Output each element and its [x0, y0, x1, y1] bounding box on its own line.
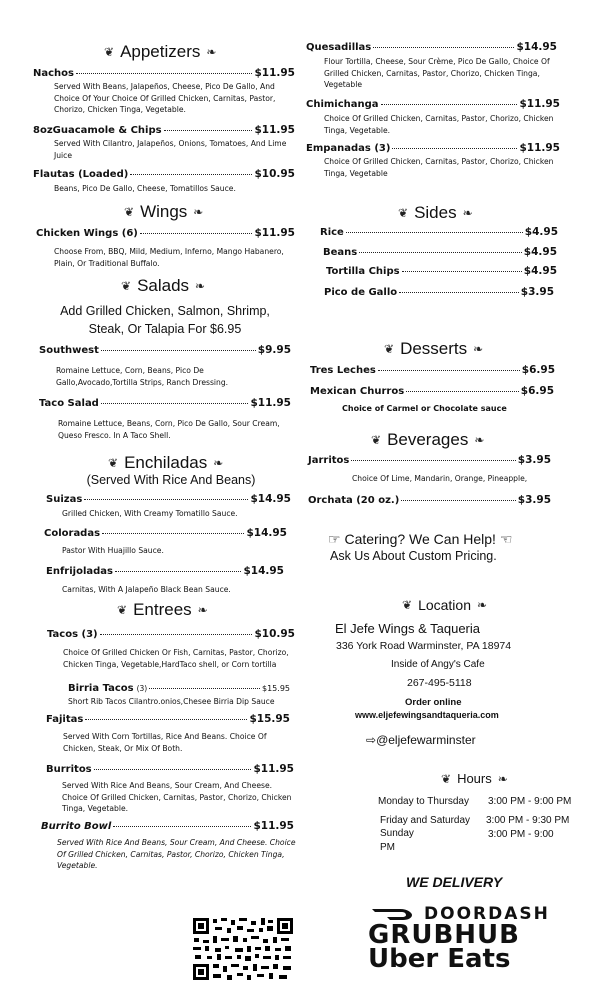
ornament-icon: ❧: [477, 598, 488, 612]
menu-item: Burrito Bowl $11.95: [41, 820, 294, 832]
location-heading: ❦ Location ❧: [402, 597, 488, 613]
ornament-icon: ❦: [384, 342, 395, 356]
menu-item: Mexican Churros $6.95: [310, 385, 554, 397]
ornament-icon: ❧: [497, 771, 508, 786]
ornament-icon: ❧: [193, 205, 204, 219]
menu-item: Taco Salad $11.95: [39, 397, 291, 409]
ornament-icon: ❧: [197, 603, 208, 617]
item-description: Choice Of Grilled Chicken, Carnitas, Pastor, Chorizo, Chicken Tinga, Vegetable.: [324, 114, 554, 135]
menu-item: Pico de Gallo $3.95: [324, 286, 554, 298]
item-description: Served With Rice And Beans, Sour Cream, And Cheese. Choice Of Grilled Chicken, Carnitas, Pastor, Chorizo, Chicken Tinga, Vegetable.: [57, 838, 296, 870]
item-description: Choice Of Grilled Chicken, Carnitas, Pastor, Chorizo, Chicken Tinga, Vegetable: [324, 157, 554, 178]
menu-item: Chimichanga $11.95: [306, 98, 560, 110]
wings-heading: ❦ Wings ❧: [124, 202, 204, 221]
hours-days: Sunday: [380, 828, 414, 839]
menu-item: Empanadas (3) $11.95: [306, 142, 560, 154]
item-description: Served With Beans, Jalapeños, Cheese, Pico De Gallo, And Choice Of Your Choice Of Grilled Chicken, Carnitas, Pastor, Chorizo, Chicken Tinga, Vegetable.: [54, 82, 276, 114]
menu-item: Quesadillas $14.95: [306, 41, 557, 53]
doordash-logo[interactable]: DOORDASH: [370, 904, 550, 924]
menu-item: Southwest $9.95: [39, 344, 291, 356]
menu-item: Beans $4.95: [323, 246, 557, 258]
menu-item: Orchata (20 oz.) $3.95: [308, 494, 551, 506]
ornament-icon: ❧: [462, 206, 473, 220]
item-description: Flour Tortilla, Cheese, Sour Crème, Pico De Gallo, Choice Of Grilled Chicken, Carnitas, Pastor, Chorizo, Chicken Tinga, Vegetable: [324, 57, 550, 89]
item-description: Served With Corn Tortillas, Rice And Beans. Choice Of Chicken, Steak, Or Mix Of Both.: [63, 732, 267, 753]
menu-item: Enfrijoladas $14.95: [46, 565, 284, 577]
hours-heading: ❦ Hours ❧: [441, 771, 508, 786]
hand-pointing-icon: ☞: [328, 531, 341, 547]
menu-item: Jarritos $3.95: [308, 454, 551, 466]
ornament-icon: ❦: [402, 598, 413, 612]
menu-item: Flautas (Loaded) $10.95: [33, 168, 295, 180]
salads-addon-note: Add Grilled Chicken, Salmon, Shrimp, Steak, Or Talapia For $6.95: [60, 304, 270, 336]
menu-item: Birria Tacos (3) $15.95: [68, 683, 290, 694]
ornament-icon: ❦: [117, 603, 128, 617]
hours-time: 3:00 PM - 9:30 PM: [486, 815, 570, 826]
hours-time: 3:00 PM - 9:00 PM: [488, 796, 572, 807]
ornament-icon: ❧: [474, 433, 485, 447]
menu-item: Tres Leches $6.95: [310, 364, 555, 376]
sides-heading: ❦ Sides ❧: [398, 203, 473, 222]
ornament-icon: ❦: [108, 456, 119, 470]
menu-item: Coloradas $14.95: [44, 527, 287, 539]
item-description: Served With Cilantro, Jalapeños, Onions, Tomatoes, And Lime Juice: [54, 139, 287, 160]
menu-item: Fajitas $15.95: [46, 713, 290, 725]
ornament-icon: ❦: [441, 771, 452, 786]
item-description: Grilled Chicken, With Creamy Tomatillo Sauce.: [62, 509, 238, 518]
ornament-icon: ❦: [104, 45, 115, 59]
social-handle[interactable]: ⇨@eljefewarminster: [366, 733, 476, 747]
ornament-icon: ❦: [371, 433, 382, 447]
menu-item: Suizas $14.95: [46, 493, 291, 505]
menu-item: Tacos (3) $10.95: [47, 628, 295, 640]
business-name: El Jefe Wings & Taqueria: [335, 621, 480, 636]
phone: 267-495-5118: [407, 677, 472, 689]
item-description: Choice Of Grilled Chicken Or Fish, Carnitas, Pastor, Chorizo, Chicken Tinga, Vegetable,HardTaco shell, or Corn tortilla: [63, 648, 289, 669]
menu-item: Tortilla Chips $4.95: [326, 265, 557, 277]
arrow-icon: ⇨: [366, 733, 377, 747]
hours-days: PM: [380, 842, 395, 853]
item-description: Beans, Pico De Gallo, Cheese, Tomatillos Sauce.: [54, 184, 236, 193]
ornament-icon: ❧: [213, 456, 224, 470]
item-description: Choose From, BBQ, Mild, Medium, Inferno, Mango Habanero, Plain, Or Traditional Buffalo.: [54, 247, 284, 268]
doordash-icon: [370, 907, 418, 921]
menu-item: Rice $4.95: [320, 226, 558, 238]
grubhub-logo[interactable]: GRUBHUB: [368, 920, 520, 950]
item-description: Romaine Lettuce, Corn, Beans, Pico De Gallo,Avocado,Tortilla Strips, Ranch Dressing.: [56, 366, 229, 387]
hours-days: Friday and Saturday: [380, 815, 471, 826]
item-description: Pastor With Huajillo Sauce.: [62, 546, 164, 555]
ornament-icon: ❧: [195, 279, 206, 293]
item-description: Romaine Lettuce, Beans, Corn, Pico De Gallo, Sour Cream, Queso Fresco. In A Taco Shell.: [58, 419, 280, 440]
menu-item: Chicken Wings (6) $11.95: [36, 227, 295, 239]
ornament-icon: ❦: [121, 279, 132, 293]
website-link[interactable]: www.eljefewingsandtaqueria.com: [355, 710, 499, 720]
ornament-icon: ❦: [124, 205, 135, 219]
ornament-icon: ❧: [473, 342, 484, 356]
delivery-title: WE DELIVERY: [406, 874, 503, 890]
catering-subtitle: Ask Us About Custom Pricing.: [330, 549, 497, 563]
ornament-icon: ❧: [206, 45, 217, 59]
catering-title: ☞ Catering? We Can Help! ☜: [328, 531, 513, 547]
ornament-icon: ❦: [398, 206, 409, 220]
salads-heading: ❦ Salads ❧: [121, 276, 206, 295]
item-description: Served With Rice And Beans, Sour Cream, And Cheese. Choice Of Grilled Chicken, Carnitas, Pastor, Chorizo, Chicken Tinga, Vegetable.: [62, 781, 292, 813]
item-description: Short Rib Tacos Cilantro.onios,Chesee Birria Dip Sauce: [68, 697, 275, 706]
item-description: Carnitas, With A Jalapeño Black Bean Sauce.: [62, 585, 231, 594]
address: 336 York Road Warminster, PA 18974: [336, 640, 512, 652]
enchiladas-note: (Served With Rice And Beans): [86, 473, 256, 487]
desserts-heading: ❦ Desserts ❧: [384, 339, 484, 358]
menu-item: Nachos $11.95: [33, 67, 295, 79]
beverages-heading: ❦ Beverages ❧: [371, 430, 485, 449]
item-description: Choice Of Lime, Mandarin, Orange, Pineapple,: [352, 474, 528, 483]
hours-time: 3:00 PM - 9:00: [488, 829, 554, 840]
enchiladas-heading: ❦ Enchiladas ❧: [108, 453, 224, 472]
inside-note: Inside of Angy's Cafe: [391, 659, 485, 670]
ubereats-logo[interactable]: Uber Eats: [368, 944, 511, 974]
appetizers-heading: ❦ Appetizers ❧: [104, 42, 217, 61]
qr-code[interactable]: [191, 916, 295, 982]
entrees-heading: ❦ Entrees ❧: [117, 600, 208, 619]
item-description: Choice of Carmel or Chocolate sauce: [342, 404, 507, 413]
order-online-label: Order online: [405, 697, 462, 708]
hours-days: Monday to Thursday: [378, 796, 469, 807]
menu-item: 8ozGuacamole & Chips $11.95: [33, 124, 295, 136]
hand-pointing-icon: ☜: [499, 531, 513, 547]
menu-item: Burritos $11.95: [46, 763, 294, 775]
